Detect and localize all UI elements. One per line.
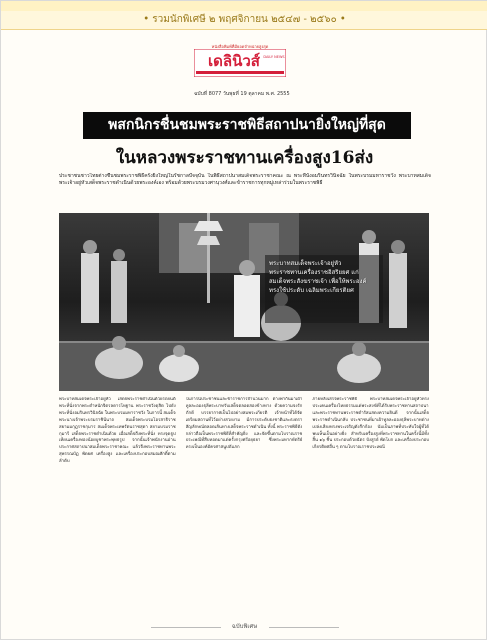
article-column: ในการนี้ประชาชนและข้าราชการจำนวนมาก ต่างพากันมาเฝ้าทูลละอองธุลีพระบาทรับเสด็จตลอดสองข้างทาง ด้วยความจงรักภักดี บรรยากาศเป็นไปอย่างสมพระเกียรติ เจ้าหน้าที่ได้จัดเตรียมสถานที่ไว้อย่างสวยงาม มีการประดับธงชาติและธงตราสัญลักษณ์ตลอดเส้นทางเสด็จพระราชดำเนิน ทั้งนี้ พระราชพิธีดังกล่าวถือเป็นพระราชพิธีที่สำคัญยิ่ง และจัดขึ้นตามโบราณราชประเพณีที่สืบทอดมาแต่ครั้งกรุงศรีอยุธยา ซึ่งพระมหากษัตริย์ทรงเป็นองค์อัครศาสนูปถัมภก bbox=[185, 397, 303, 451]
photo-caption: พระบาทสมเด็จพระเจ้าอยู่หัว พระราชทานเครื่องราชอิสริยยศ แก่สมเด็จพระสังฆราชเจ้า เพื่อให้พระองค์ทรงใช้ประดับ เฉลิมพระเกียรติยศ bbox=[269, 260, 367, 294]
running-head: • รวมนักพิเศษี ๒ พฤศจิกายน ๒๕๔๗ - ๒๕๖๐ • bbox=[1, 11, 487, 30]
masthead-tagline: หนังสือพิมพ์ที่มียอดจำหน่ายสูงสุด bbox=[211, 44, 269, 49]
page-folio: ฉบับพิเศษ bbox=[231, 623, 258, 630]
article-column: ภายหลังเสร็จพระราชพิธี พระบาทสมเด็จพระเจ้าอยู่หัวทรงประเคนเครื่องไทยธรรมแด่พระสงฆ์ที่ได้รับพระราชทานสถาปนา และพระราชทานพระราชดำรัสแสดงความยินดี จากนั้นเสด็จพระราชดำเนินกลับ ประชาชนที่มาเฝ้าทูลละอองธุลีพระบาทต่างเปล่งเสียงทรงพระเจริญดังกึกก้อง นับเป็นภาพที่ประทับใจผู้ที่ได้พบเห็นเป็นอย่างยิ่ง สำหรับเครื่องสูงที่พระราชทานในครั้งนี้มีทั้งสิ้น ๑๖ ชิ้น ประกอบด้วยฉัตร บังสูรย์ พัดโบก และเครื่องประกอบเกียรติยศอื่น ๆ ตามโบราณราชประเพณี bbox=[312, 397, 430, 451]
logo-subtext: DAILY NEWS bbox=[263, 55, 285, 59]
masthead bbox=[194, 44, 286, 82]
article-body bbox=[59, 397, 429, 607]
logo-wordmark: เดลินิวส์ bbox=[208, 52, 260, 70]
issue-line: ฉบับที่ 8077 วันพุธที่ 19 ตุลาคม พ.ศ. 2555 bbox=[194, 91, 290, 97]
article-column: พระบาทสมเด็จพระเจ้าอยู่หัว เสด็จพระราชดำเนินด้วยรถยนต์พระที่นั่งจากพระตำหนักจิตรลดารโหฐาน พระราชวังดุสิต ไปยังพระที่นั่งอมรินทรวินิจฉัย ในพระบรมมหาราชวัง ในการนี้ สมเด็จพระนางเจ้าพระบรมราชินีนาถ สมเด็จพระบรมโอรสาธิราช สยามมกุฎราชกุมาร สมเด็จพระเทพรัตนราชสุดา สยามบรมราชกุมารี เสด็จพระราชดำเนินด้วย เมื่อเสด็จถึงพระที่นั่ง ทรงจุดธูปเทียนเครื่องทองน้อยบูชาพระพุทธรูป จากนั้นเจ้าพนักงานอ่านประกาศสถาปนาสมเด็จพระราชาคณะ แล้วจึงพระราชทานพระสุพรรณบัฏ พัดยศ เครื่องสูง และเครื่องประกอบสมณศักดิ์ตามลำดับ bbox=[59, 397, 176, 465]
lead-paragraph: ประชาชนชาวไทยต่างชื่นชมพระราชพิธีครั้งยิ่งใหญ่ในรัชกาลปัจจุบัน ในพิธีสถาปนาสมเด็จพระราชาคณะ ณ พระที่นั่งอมรินทรวินิจฉัย ในพระบรมมหาราชวัง พระบาทสมเด็จพระเจ้าอยู่หัวเสด็จพระราชดำเนินด้วยพระองค์เอง พร้อมด้วยพระบรมวงศานุวงศ์และข้าราชการทุกหมู่เหล่าร่วมในพระราชพิธี bbox=[59, 173, 431, 186]
dailynews-logo bbox=[194, 49, 286, 77]
headline: พสกนิกรชื่นชมพระราชพิธีสถาปนายิ่งใหญ่ที่สุด bbox=[83, 112, 411, 139]
subheadline: ในหลวงพระราชทานเครื่องสูง16ส่ง bbox=[115, 148, 374, 168]
